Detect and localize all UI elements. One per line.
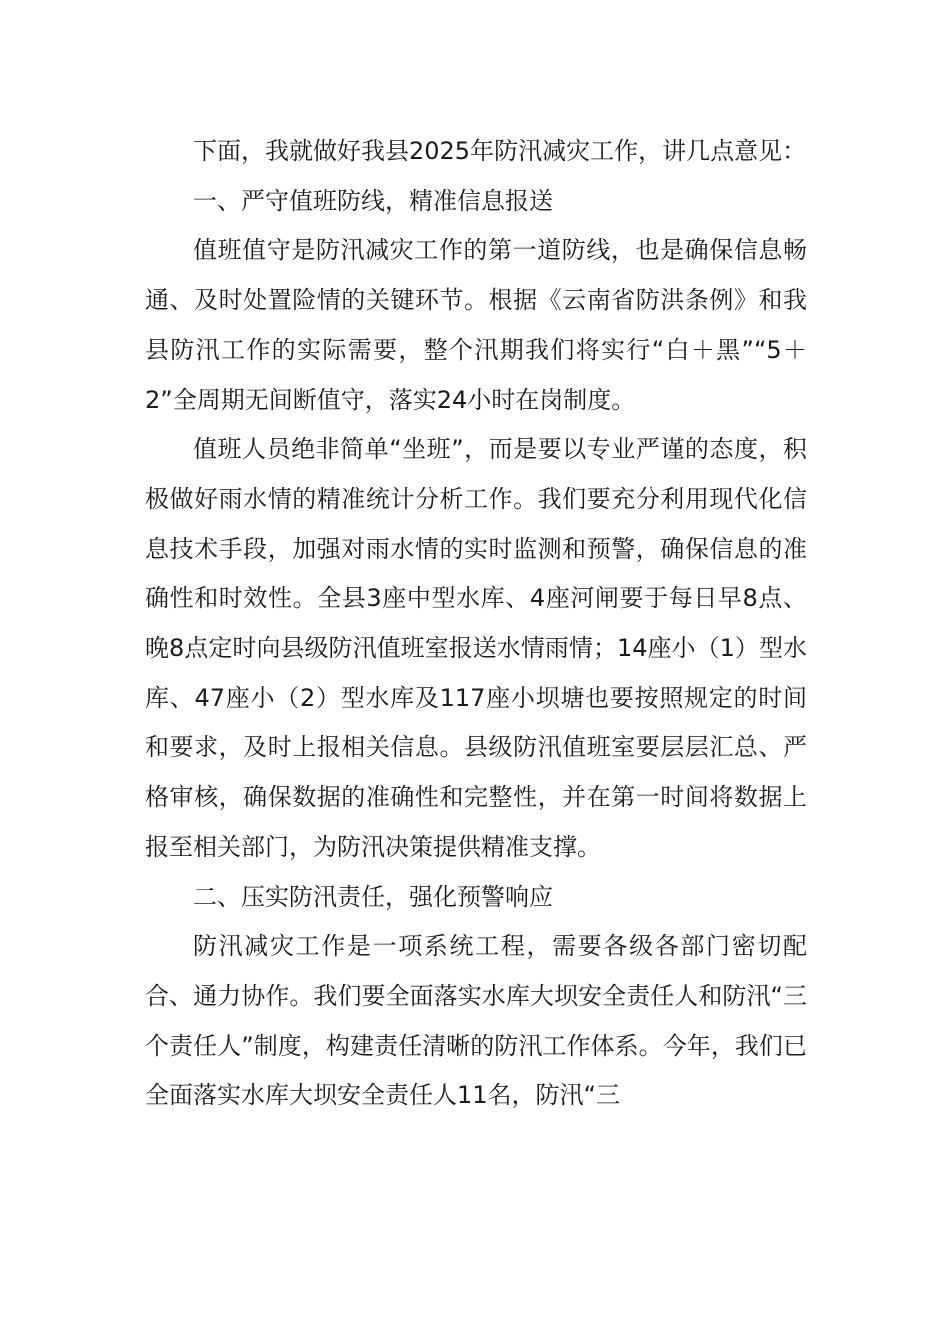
section-heading-1: 一、严守值班防线，精准信息报送 — [193, 186, 553, 215]
section-heading-2: 二、压实防汛责任，强化预警响应 — [193, 882, 553, 911]
intro-paragraph: 下面，我就做好我县2025年防汛减灾工作，讲几点意见： — [193, 137, 807, 165]
section-1-paragraph-2: 值班人员绝非简单“坐班”，而是要以专业严谨的态度，积极做好雨水情的精准统计分析工作。我们要充分利用现代化信息技术手段，加强对雨水情的实时监测和预警，确保信息的准确性和时效性。全县3座中型水库、4座河闸要于每日早8点、晚8点定时向县级防汛值班室报送水情雨情；14座小（1）型水库、47座小（2）型水库及117座小坝塘也要按照规定的时间和要求，及时上报相关信息。县级防汛值班室要层层汇总、严格审核，确保数据的准确性和完整性，并在第一时间将数据上报至相关部门，为防汛决策提供精准支撑。 — [145, 435, 807, 861]
section-2-paragraph-1: 防汛减灾工作是一项系统工程，需要各级各部门密切配合、通力协作。我们要全面落实水库大坝安全责任人和防汛“三个责任人”制度，构建责任清晰的防汛工作体系。今年，我们已全面落实水库大坝安全责任人11名，防汛“三 — [145, 932, 807, 1110]
document-body — [145, 127, 807, 1121]
section-1-paragraph-1: 值班值守是防汛减灾工作的第一道防线，也是确保信息畅通、及时处置险情的关键环节。根据《云南省防洪条例》和我县防汛工作的实际需要，整个汛期我们将实行“白＋黑”“5＋2”全周期无间断值守，落实24小时在岗制度。 — [145, 236, 807, 414]
